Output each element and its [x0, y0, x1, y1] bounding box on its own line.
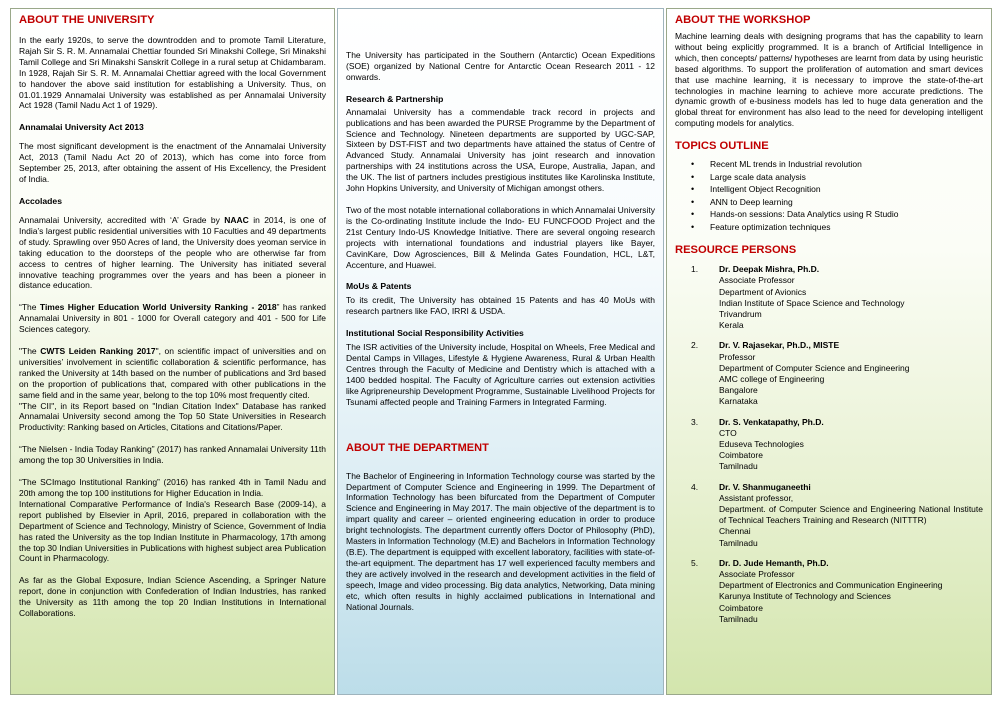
research-heading: Research & Partnership	[346, 93, 444, 104]
about-university-text: In the early 1920s, to serve the downtrodden and to promote Tamil Literature, Rajah Sir S. R. M. Annamalai Chettiar founded Sri Minakshi College, Sri Minakshi Tamil College and Sri Minakshi Sanskrit College in a rural setup at Chidambaram. In 1928, Rajah Sir S. R. M. Annamalai Chettiar agreed with the local Government to handover the above said institution for establishing a University. Thus, on 01.01.1929 Annamalai University was established as per Annamalai University Act 1928 (Tamil Nadu Act 1 of 1929).	[19, 35, 326, 111]
workshop-text: Machine learning deals with designing programs that has the capability to learn without being explicitly programmed. It is a branch of Artificial Intelligence in which, then concepts/ patterns/ hypotheses are learnt from data by using heuristic based algorithms. To support the proliferation of automation and smart devices that use machine learning, it is necessary to improve the state-of-the-art technologies in machine learning to achieve more accurate predictions. The dynamic growth of e-business models has led to huge data generation and the global threat for environment has also lead to the need for developing intelligent computing models for analytics.	[675, 31, 983, 129]
accolades-naac-text: Annamalai University, accredited with ‘A’ Grade by NAAC in 2014, is one of India’s largest public residential universities with 10 Faculties and 49 departments of study. Sprawling over 950 Acres of land, the University does yeoman service in taking education to the doorsteps of the people who are otherwise far from access to centres of higher learning. The University has initiated several innovative teaching programmes over the years and has been a pioneer in distance education.	[19, 214, 326, 291]
accolades-springer-text: As far as the Global Exposure, Indian Science Ascending, a Springer Nature report, done in conjunction with Confederation of Indian Industries, has ranked the University as 11th among the top 20 Indian Institutions in International Collaborations.	[19, 575, 326, 619]
person-detail: Department of Avionics	[719, 286, 807, 297]
topics-list	[675, 158, 983, 233]
resource-person-4	[675, 482, 983, 549]
person-name: Dr. V. Rajasekar, Ph.D., MISTE	[719, 340, 840, 351]
accolades-cwts-text: "The CWTS Leiden Ranking 2017", on scientific impact of universities and on universities’ involvement in scientific collaboration & scientific performance, has ranked the University at 14th based on the number of publications and 3rd based on the proportion of publications that, compared with other publications in the same field and in the same year, belong to the top 10% most frequently cited.	[19, 346, 326, 400]
person-number: 4.	[691, 481, 699, 492]
accolades-scimago-text: “The SCImago Institutional Ranking” (2016) has ranked 4th in Tamil Nadu and 20th among the top 100 institutions for Higher Education in India.	[19, 477, 326, 498]
mous-text: To its credit, The University has obtained 15 Patents and has 40 MoUs with research partners like FAO, IRRI & USDA.	[346, 295, 655, 317]
person-name: Dr. Deepak Mishra, Ph.D.	[719, 264, 820, 275]
accolades-cii-text: "The CII", in its Report based on "Indian Citation Index" Database has ranked Annamalai University second among the Top 50 State Universities in Research Productivity: Ranking based on Articles, Citations and Citations/Paper.	[19, 400, 326, 433]
person-detail: Indian Institute of Space Science and Technology	[719, 297, 905, 308]
act-heading: Annamalai University Act 2013	[19, 122, 144, 133]
person-name: Dr. D. Jude Hemanth, Ph.D.	[719, 557, 829, 568]
panel-university	[10, 8, 335, 695]
research-section	[346, 50, 655, 612]
person-detail: Tamilnadu	[719, 537, 758, 548]
person-name: Dr. V. Shanmuganeethi	[719, 481, 811, 492]
person-detail: Department of Computer Science and Engineering	[719, 362, 910, 373]
about-university-section	[19, 13, 326, 619]
accolades-heading: Accolades	[19, 195, 62, 206]
panel-workshop	[666, 8, 992, 695]
isr-text: The ISR activities of the University include, Hospital on Wheels, Free Medical and Dental Camps in Villages, Lifestyle & Hygiene Awareness, Rural & Urban Health Centres through the Faculty of Medicine and Dentistry which is attached with a 1400 bedded hospital. The Faculty of Agriculture carries out extension activities like Agripreneurship Development Programme, Sustainable Livelihood Projects for Tsunami affected people and Training Farmers in Integrated Farming.	[346, 342, 655, 407]
workshop-section	[675, 13, 983, 634]
research-text: Annamalai University has a commendable track record in projects and publications and has been awarded the PURSE Programme by the Department of Science and Technology. Nineteen departments are supported by UGC-SAP, Sixteen by DST-FIST and two departments have attained the status of Centre of Advanced Study. Annamalai University has joint research and innovation partnerships with 24 institutions across the USA, Europe, Australia, Japan, and the UK. The list of partners includes prestigious institutes like Karolinska Institute, John Hopkins University, and University of Michigan amongst others.	[346, 106, 655, 194]
person-number: 1.	[691, 264, 699, 275]
accolades-nielsen-text: “The Nielsen - India Today Ranking” (2017) has ranked Annamalai University 11th among the top 30 Universities in India.	[19, 444, 326, 466]
person-detail: AMC college of Engineering	[719, 373, 825, 384]
person-name: Dr. S. Venkatapathy, Ph.D.	[719, 416, 824, 427]
person-detail: Tamilnadu	[719, 613, 758, 624]
person-detail: Coimbatore	[719, 450, 763, 461]
person-detail: Associate Professor	[719, 569, 795, 580]
person-detail: Eduseva Technologies	[719, 439, 804, 449]
department-text: The Bachelor of Engineering in Information Technology course was started by the Department of Computer Science and Engineering in 1999. The Department of Information Technology has been bifurcated from the Department of Computer Science and Engineering in May 2017. The main objective of the department is to impart quality and career – oriented engineering education in order to produce bright technologists. The department currently offers Doctor of Philosophy (PhD), Masters in Information Technology (M.E) and Bachelors in Information Technology (B.E). The department is equipped with excellent laboratory, facilities with state-of-the-art equipment. The department has 17 well experienced faculty members and they are actively involved in the research and development activities in the field of speech, Image and video processing. Big data analytics, Networking, Data mining etc, which often results in highly acclaimed publications in International and National Journals.	[346, 470, 655, 612]
collaboration-text: Two of the most notable international collaborations in which Annamalai University is the Co-ordinating Institute include the Indo- EU FUNCFOOD Project and the 21st Century Indo-US Knowledge Initiative. There are several ongoing research projects with international foundations and industrial players like Bayer, CavinKare, Dow Agrosciences, Bill & Melinda Gates Foundation, HCL, L&T, Accenture, and Huawei.	[346, 204, 655, 270]
person-number: 2.	[691, 340, 699, 351]
person-detail: Coimbatore	[719, 602, 763, 613]
list-item: • ANN to Deep learning	[675, 196, 983, 209]
department-heading: ABOUT THE DEPARTMENT	[346, 441, 489, 454]
mous-heading: MoUs & Patents	[346, 281, 412, 292]
about-university-heading: ABOUT THE UNIVERSITY	[19, 14, 155, 26]
person-detail: Karnataka	[719, 396, 758, 407]
person-detail: Bangalore	[719, 385, 758, 396]
accolades-times-text: “The Times Higher Education World University Ranking - 2018” has ranked Annamalai University in 801 - 1000 for Overall category and 401 - 500 for Life Sciences category.	[19, 302, 326, 335]
person-detail: Assistant professor,	[719, 492, 794, 503]
resource-person-1	[675, 264, 983, 331]
list-item: • Hands-on sessions: Data Analytics using R Studio	[675, 208, 983, 221]
workshop-heading: ABOUT THE WORKSHOP	[675, 14, 811, 26]
panel-research	[337, 8, 664, 695]
list-item: • Large scale data analysis	[675, 171, 983, 184]
person-number: 3.	[691, 416, 699, 427]
resource-person-3	[675, 417, 983, 473]
person-detail: Department of Electronics and Communication Engineering	[719, 580, 943, 591]
antarctic-text: The University has participated in the Southern (Antarctic) Ocean Expeditions (SOE) organized by National Centre for Antarctic Ocean Research 2011 - 12 onwards.	[346, 50, 655, 82]
accolades-elsevier-text: International Comparative Performance of India's Research Base (2009-14), a report published by Elsevier in April, 2016, prepared in collaboration with the Department of Science and Technology, Ministry of Science, Government of India has rated the University as the top Indian Institute in Pharmacology, 17th among the top 30 Indian Universities in Publications with highest subject area Publication Count in Pharmacology.	[19, 498, 326, 564]
list-item: • Recent ML trends in Industrial revolution	[675, 158, 983, 171]
person-detail: Associate Professor	[719, 275, 795, 286]
person-number: 5.	[691, 557, 699, 568]
person-detail: Chennai	[719, 526, 751, 537]
person-detail: CTO	[719, 427, 737, 438]
list-item: • Intelligent Object Recognition	[675, 183, 983, 196]
person-detail: Karunya Institute of Technology and Sciences	[719, 591, 891, 602]
topics-heading: TOPICS OUTLINE	[675, 140, 769, 153]
resource-person-2	[675, 340, 983, 407]
person-detail: Professor	[719, 351, 756, 362]
resource-person-5	[675, 558, 983, 625]
resource-persons-heading: RESOURCE PERSONS	[675, 244, 797, 257]
person-detail: Trivandrum	[719, 308, 762, 319]
list-item: • Feature optimization techniques	[675, 221, 983, 234]
isr-heading: Institutional Social Responsibility Activities	[346, 328, 524, 339]
person-detail: Department. of Computer Science and Engineering National Institute of Technical Teachers Training and Research (NITTTR)	[719, 504, 983, 526]
act-text: The most significant development is the enactment of the Annamalai University Act, 2013 (Tamil Nadu Act 20 of 2013), which has come into force from September 25, 2013, after obtaining the assent of His Excellency, the President of India.	[19, 141, 326, 185]
person-detail: Tamilnadu	[719, 461, 758, 472]
person-detail: Kerala	[719, 320, 744, 331]
